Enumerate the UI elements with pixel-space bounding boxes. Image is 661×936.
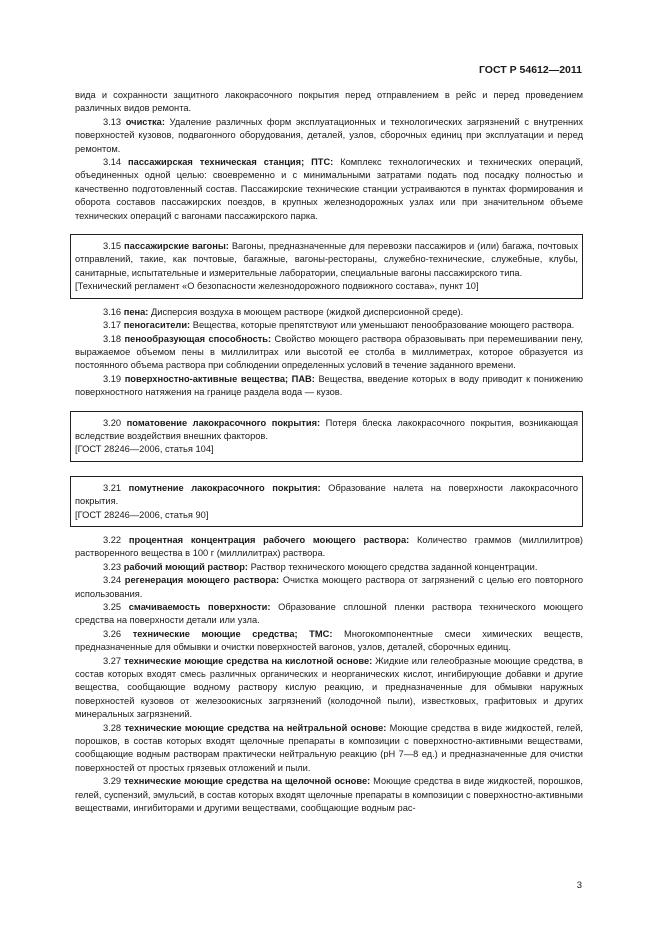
term: рабочий моющий раствор: [123,561,249,572]
item-number: 3.22 [103,534,122,545]
definition-3-20 [75,417,578,444]
definition-text: Вещества, которые препятствуют или уменьшают пенообразование моющего раствора. [192,320,575,331]
term: процентная концентрация рабочего моющего раствора: [128,534,410,545]
definition-text: Образование сплошной пленки раствора технического моющего средства на поверхности детали или узла. [75,602,583,626]
definition-3-25 [75,601,583,628]
item-number: 3.18 [103,333,122,344]
term: поверхностно-активные вещества; ПАВ: [124,373,315,384]
item-number: 3.21 [103,482,122,493]
definition-text: Моющие средства в виде жидкостей, порошков, гелей, суспензий, эмульсий, в состав которых входят щелочные препараты в композиции с поверхностно-активными веществами, ингибиторами и другими веществами, сообщающие водным рас- [75,776,583,814]
intro-paragraph: вида и сохранности защитного лакокрасочного покрытия перед отправлением в рейс и перед проведением различных видов ремонта. [75,90,583,114]
document-header: ГОСТ Р 54612—2011 [478,64,582,76]
definition-text: Моющие средства в виде жидкостей, гелей, порошков, в состав которых входят щелочные препараты в композиции с поверхностно-активными веществами, сообщающие водным растворам практически нейтральную реакцию (pH 7—8 ед.) и предназначенные для очистки поверхностей от простых грязевых отложений и пыли. [75,722,583,773]
term: очистка: [125,116,165,127]
term: технические моющие средства на нейтральной основе: [124,722,387,733]
source-reference: [Технический регламент «О безопасности железнодорожного подвижного состава», пункт 10] [75,281,479,292]
definition-text: Потеря блеска лакокрасочного покрытия, возникающая вследствие воздействия внешних факторов. [75,417,578,441]
definition-3-13 [75,116,583,156]
term: помутнение лакокрасочного покрытия: [128,482,321,493]
item-number: 3.13 [103,116,122,127]
boxed-definition-3-20 [70,411,583,462]
definition-text: Комплекс технологических и технических операций, объединенных одной целью: своевременно и с минимальными затратами подать под посадку полностью и качественно подготовленный состав. Пассажирские технические станции устраиваются в пунктах формирования и оборота составов пассажирских поездов, в крупных железнодорожных узлах или при значительном объеме технических операций с вагонами пассажирского парка. [75,157,583,221]
definition-3-17 [75,319,583,332]
term: пенообразующая способность: [124,333,272,344]
definition-3-16 [75,306,583,319]
term: пассажирские вагоны: [124,241,229,252]
term: пена: [123,306,149,317]
item-number: 3.19 [103,373,122,384]
definition-3-22 [75,534,583,561]
definition-text: Жидкие или гелеобразные моющие средства, в состав которых входят смесь различных органических и неорганических кислот, ингибирующие добавки и другие вещества, сообщающие водному раствору кислую реакцию, и предназначенные для обмывки наружных поверхностей кузовов от железоокисных загрязнений (колодочной пыли), известковых, графитовых и других минеральных загрязнений. [75,655,583,720]
boxed-definition-3-15 [70,234,583,299]
term: регенерация моющего раствора: [124,575,280,586]
definition-text: Очистка моющего раствора от загрязнений с целью его повторного использования. [75,575,583,599]
item-number: 3.26 [103,628,122,639]
item-number: 3.29 [103,776,122,787]
page-number: 3 [576,880,582,891]
definition-text: Свойство моющего раствора образовывать при перемешивании пену, выражаемое объемом пены в миллилитрах или высотой ее столба в миллиметрах, которое образуется из постоянного объема раствора при соблюдении определенных условий в течение заданного времени. [75,333,583,371]
boxed-definition-3-21 [70,476,583,527]
definition-text: Количество граммов (миллилитров) растворенного вещества в 100 г (миллилитрах) раствора. [75,534,583,559]
definition-3-15 [75,240,578,280]
definition-text: Вещества, введение которых в воду приводит к понижению поверхностного натяжения на границе раздела вода — кузов. [75,373,583,398]
definition-text: Раствор технического моющего средства заданной концентрации. [250,561,538,572]
source-reference: [ГОСТ 28246—2006, статья 104] [75,444,214,455]
item-number: 3.23 [103,561,122,572]
definition-3-19 [75,373,583,400]
definition-text: Удаление различных форм эксплуатационных и технологических загрязнений с внутренних поверхностей кузовов, подвагонного оборудования, деталей, узлов, сборочных единиц при эксплуатации и перед ремонтом. [75,116,584,154]
definition-3-26 [75,628,583,655]
term: смачиваемость поверхности: [128,602,271,612]
definition-3-28 [75,722,583,776]
definition-text: Дисперсия воздуха в моющем растворе (жидкой дисперсионной среде). [150,306,464,317]
term: технические моющие средства на щелочной основе: [123,776,371,787]
definition-3-21 [75,482,578,509]
definition-3-18 [75,333,583,373]
item-number: 3.15 [103,241,122,252]
document-body [75,89,583,816]
item-number: 3.17 [103,320,122,331]
item-number: 3.16 [103,306,122,317]
definition-text: Многокомпонентные смеси химических веществ, предназначенные для обмывки и очистки поверхностей вагонов, узлов, деталей, сборочных единиц. [75,628,583,653]
definition-text: Вагоны, предназначенные для перевозки пассажиров и (или) багажа, почтовых отправлений, такие, как почтовые, багажные, вагоны-рестораны, служебно-технические, служебные, клубы, санитарные, испытательные и измерительные лаборатории, специальные вагоны пассажирского типа. [75,241,578,278]
item-number: 3.14 [103,157,122,168]
definition-3-14 [75,156,583,223]
definition-3-27 [75,655,583,722]
item-number: 3.28 [103,722,122,733]
term: технические моющие средства; ТМС: [132,628,333,639]
definition-text: Образование налета на поверхности лакокрасочного покрытия. [75,482,578,507]
term: поматовение лакокрасочного покрытия: [126,417,321,428]
term: пассажирская техническая станция; ПТС: [128,157,334,168]
item-number: 3.25 [103,602,122,612]
term: технические моющие средства на кислотной основе: [124,655,373,666]
item-number: 3.27 [103,655,122,666]
definition-3-23 [75,561,583,574]
source-reference: [ГОСТ 28246—2006, статья 90] [75,509,209,520]
definition-3-29 [75,775,583,815]
item-number: 3.20 [103,417,122,428]
definition-3-24 [75,574,583,601]
term: пеногасители: [123,320,191,331]
item-number: 3.24 [103,575,122,586]
